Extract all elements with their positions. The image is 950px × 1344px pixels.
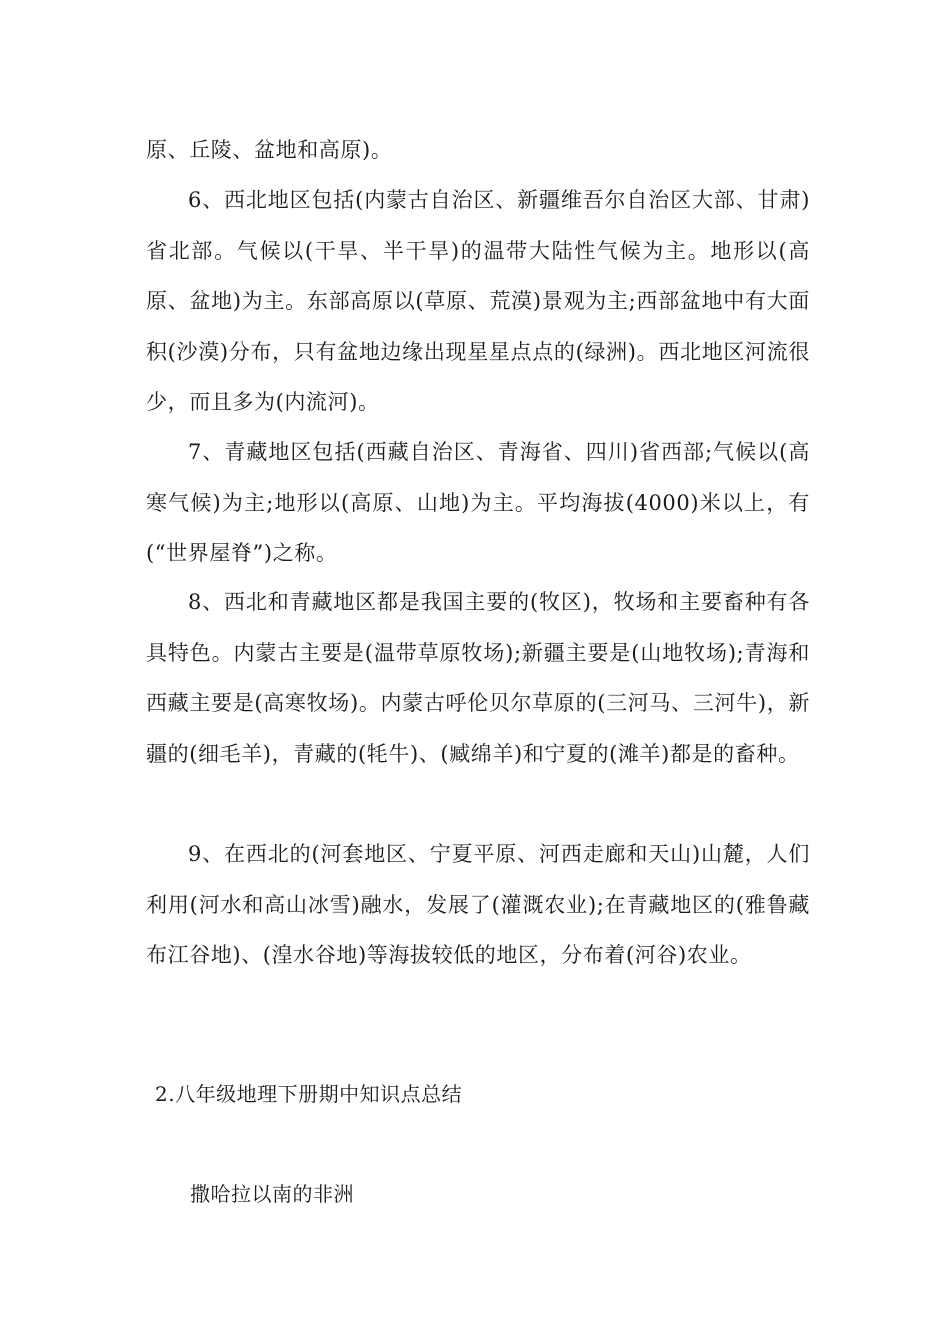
paragraph-item-9: 9、在西北的(河套地区、宁夏平原、河西走廊和天山)山麓，人们利用(河水和高山冰雪)融水，发展了(灌溉农业);在青藏地区的(雅鲁藏布江谷地)、(湟水谷地)等海拔较低的地区，分布着(河谷)农业。: [146, 842, 810, 967]
section-heading: 2.八年级地理下册期中知识点总结: [155, 1082, 463, 1106]
section-subheading: 撒哈拉以南的非洲: [190, 1182, 354, 1206]
paragraph-item-8: 8、西北和青藏地区都是我国主要的(牧区)，牧场和主要畜种有各具特色。内蒙古主要是(温带草原牧场);新疆主要是(山地牧场);青海和西藏主要是(高寒牧场)。内蒙古呼伦贝尔草原的(三河马、三河牛)，新疆的(细毛羊)，青藏的(牦牛)、(臧绵羊)和宁夏的(滩羊)都是的畜种。: [146, 590, 810, 766]
paragraph-item-6: 6、西北地区包括(内蒙古自治区、新疆维吾尔自治区大部、甘肃)省北部。气候以(干旱、半干旱)的温带大陆性气候为主。地形以(高原、盆地)为主。东部高原以(草原、荒漠)景观为主;西部盆地中有大面积(沙漠)分布，只有盆地边缘出现星星点点的(绿洲)。西北地区河流很少，而且多为(内流河)。: [146, 188, 810, 414]
paragraph-continuation: 原、丘陵、盆地和高原)。: [146, 138, 393, 162]
paragraph-item-7: 7、青藏地区包括(西藏自治区、青海省、四川)省西部;气候以(高寒气候)为主;地形以(高原、山地)为主。平均海拔(4000)米以上，有(“世界屋脊”)之称。: [146, 440, 810, 565]
